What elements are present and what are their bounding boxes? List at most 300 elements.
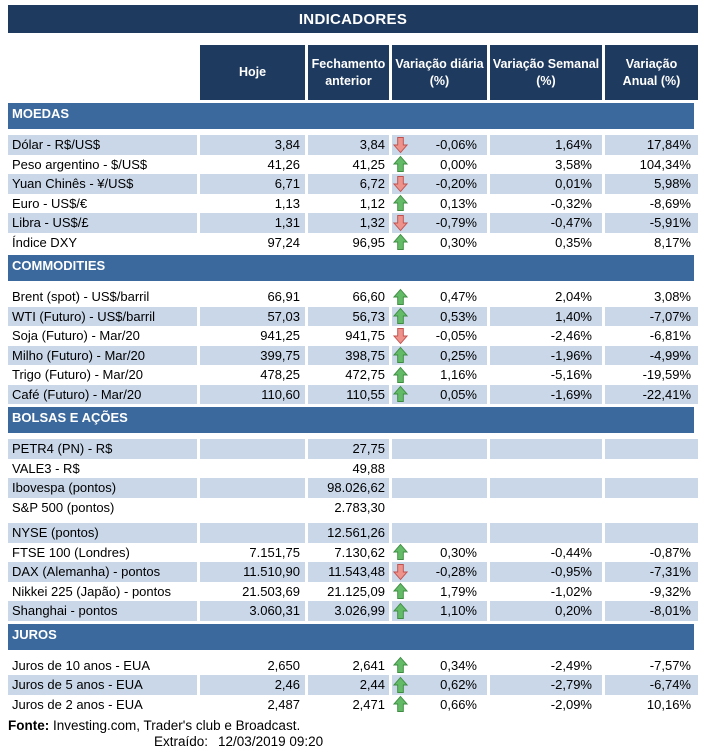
source-text: Investing.com, Trader's club e Broadcast.: [49, 718, 301, 733]
cell-variacao-anual: [605, 213, 698, 233]
cell-variacao-semanal-value: 0,35%: [555, 234, 592, 250]
cell-variacao-semanal: [490, 287, 602, 307]
row-label-value: Nikkei 225 (Japão) - pontos: [12, 583, 171, 599]
row-label-value: Libra - US$/£: [12, 215, 89, 231]
cell-variacao-diaria: [392, 135, 487, 155]
extracted-timestamp: 12/03/2019 09:20: [218, 734, 324, 749]
cell-variacao-semanal-value: -2,49%: [550, 657, 592, 673]
cell-hoje-value: 941,25: [260, 328, 300, 344]
cell-fechamento-anterior: [308, 307, 389, 327]
row-label-value: Índice DXY: [12, 234, 78, 250]
cell-fechamento-anterior: [308, 174, 389, 194]
cell-hoje-value: 66,91: [267, 289, 300, 305]
up-arrow-icon: [393, 194, 408, 214]
cell-variacao-anual-value: -5,91%: [649, 215, 691, 231]
row-label-value: Soja (Futuro) - Mar/20: [12, 328, 140, 344]
cell-variacao-semanal: [490, 174, 602, 194]
cell-variacao-semanal-value: -0,32%: [550, 195, 592, 211]
cell-variacao-diaria-value: -0,20%: [435, 176, 477, 192]
cell-fechamento-anterior-value: 1,32: [359, 215, 385, 231]
cell-hoje: [200, 326, 305, 346]
cell-variacao-anual-value: -4,99%: [649, 347, 691, 363]
cell-variacao-anual: [605, 385, 698, 405]
cell-hoje-value: 110,60: [261, 386, 300, 402]
cell-hoje: [200, 498, 305, 518]
cell-hoje-value: 11.510,90: [243, 564, 300, 580]
table-row: [8, 213, 698, 233]
row-label-value: S&P 500 (pontos): [12, 499, 115, 515]
cell-hoje-value: 41,26: [267, 156, 300, 172]
cell-fechamento-anterior: [308, 675, 389, 695]
cell-fechamento-anterior: [308, 194, 389, 214]
cell-hoje: [200, 365, 305, 385]
cell-variacao-diaria-value: -0,28%: [435, 564, 477, 580]
source-line: [8, 718, 698, 733]
source-label: Fonte:: [8, 718, 50, 733]
down-arrow-icon: [393, 135, 408, 155]
row-label: [8, 287, 197, 307]
cell-variacao-diaria: [392, 675, 487, 695]
cell-variacao-anual: [605, 365, 698, 385]
row-label: [8, 439, 197, 459]
up-arrow-icon: [393, 601, 408, 621]
cell-fechamento-anterior-value: 6,72: [359, 176, 385, 192]
table-row: [8, 307, 698, 327]
cell-fechamento-anterior: [308, 601, 389, 621]
cell-hoje: [200, 155, 305, 175]
page-title: [8, 5, 698, 33]
up-arrow-icon: [393, 582, 408, 602]
cell-fechamento-anterior: [308, 582, 389, 602]
cell-hoje: [200, 478, 305, 498]
cell-variacao-anual: [605, 478, 698, 498]
cell-hoje-value: 3.060,31: [249, 603, 300, 619]
section-header-juros: JUROS: [8, 624, 694, 650]
cell-variacao-diaria: [392, 155, 487, 175]
up-arrow-icon: [393, 233, 408, 253]
cell-hoje: [200, 135, 305, 155]
cell-fechamento-anterior-value: 49,88: [352, 460, 385, 476]
cell-variacao-diaria: [392, 194, 487, 214]
cell-fechamento-anterior: [308, 543, 389, 563]
cell-fechamento-anterior: [308, 213, 389, 233]
cell-variacao-anual-value: 3,08%: [654, 289, 691, 305]
up-arrow-icon: [393, 695, 408, 715]
cell-variacao-diaria: [392, 543, 487, 563]
cell-hoje-value: 3,84: [274, 137, 300, 153]
cell-fechamento-anterior-value: 472,75: [345, 367, 385, 383]
cell-variacao-semanal: [490, 326, 602, 346]
cell-variacao-diaria: [392, 439, 487, 459]
cell-variacao-semanal: [490, 385, 602, 405]
cell-fechamento-anterior-value: 12.561,26: [327, 525, 385, 541]
row-label: [8, 194, 197, 214]
column-header-row: [200, 45, 698, 100]
cell-variacao-semanal-value: -2,79%: [550, 677, 592, 693]
row-label: [8, 478, 197, 498]
cell-variacao-semanal-value: -0,47%: [550, 215, 592, 231]
cell-variacao-anual-value: -8,69%: [649, 195, 691, 211]
cell-variacao-anual: [605, 695, 698, 715]
cell-hoje: [200, 562, 305, 582]
cell-variacao-anual-value: -8,01%: [649, 603, 691, 619]
cell-variacao-diaria-value: 1,10%: [440, 603, 477, 619]
row-label: [8, 213, 197, 233]
table-row: [8, 543, 698, 563]
cell-variacao-diaria-value: -0,05%: [435, 328, 477, 344]
cell-hoje: [200, 582, 305, 602]
table-row: [8, 601, 698, 621]
cell-variacao-diaria: [392, 365, 487, 385]
cell-variacao-diaria: [392, 478, 487, 498]
row-label-value: Ibovespa (pontos): [12, 480, 117, 496]
cell-variacao-semanal: [490, 543, 602, 563]
section-rows: [8, 656, 698, 715]
cell-hoje: [200, 346, 305, 366]
cell-fechamento-anterior: [308, 695, 389, 715]
cell-fechamento-anterior: [308, 656, 389, 676]
row-label: [8, 307, 197, 327]
cell-hoje-value: 1,31: [274, 215, 300, 231]
cell-variacao-diaria: [392, 346, 487, 366]
table-row: [8, 656, 698, 676]
row-label-value: NYSE (pontos): [12, 525, 99, 541]
row-label: [8, 326, 197, 346]
cell-hoje: [200, 385, 305, 405]
row-label: [8, 233, 197, 253]
cell-variacao-diaria: [392, 233, 487, 253]
cell-variacao-diaria: [392, 562, 487, 582]
cell-variacao-anual: [605, 233, 698, 253]
cell-hoje: [200, 307, 305, 327]
cell-variacao-anual-value: -6,81%: [649, 328, 691, 344]
cell-variacao-diaria: [392, 523, 487, 543]
column-header-variacao-anual: Variação Anual (%): [605, 45, 698, 100]
cell-fechamento-anterior-value: 398,75: [345, 347, 385, 363]
cell-variacao-diaria-value: 1,79%: [440, 583, 477, 599]
cell-variacao-anual: [605, 523, 698, 543]
cell-variacao-anual-value: 17,84%: [646, 137, 691, 153]
cell-variacao-semanal: [490, 601, 602, 621]
cell-variacao-anual-value: -7,31%: [649, 564, 691, 580]
table-row: [8, 346, 698, 366]
cell-variacao-diaria: [392, 582, 487, 602]
cell-fechamento-anterior: [308, 459, 389, 479]
cell-variacao-anual-value: -19,59%: [642, 367, 691, 383]
cell-variacao-anual: [605, 459, 698, 479]
cell-variacao-anual-value: -22,41%: [642, 386, 691, 402]
cell-fechamento-anterior: [308, 326, 389, 346]
cell-hoje: [200, 287, 305, 307]
cell-variacao-anual: [605, 601, 698, 621]
table-body: [8, 103, 698, 714]
cell-hoje: [200, 174, 305, 194]
column-header-hoje: Hoje: [200, 45, 305, 100]
section-header-commodities: COMMODITIES: [8, 255, 694, 281]
cell-fechamento-anterior: [308, 287, 389, 307]
cell-fechamento-anterior-value: 3,84: [359, 137, 385, 153]
row-label-value: Juros de 5 anos - EUA: [12, 677, 143, 693]
up-arrow-icon: [393, 287, 408, 307]
table-row: [8, 365, 698, 385]
cell-variacao-semanal: [490, 695, 602, 715]
row-label: [8, 459, 197, 479]
cell-variacao-semanal: [490, 135, 602, 155]
row-label-value: Peso argentino - $/US$: [12, 156, 148, 172]
up-arrow-icon: [393, 543, 408, 563]
row-label-value: PETR4 (PN) - R$: [12, 441, 113, 457]
cell-variacao-semanal-value: -0,95%: [550, 564, 592, 580]
cell-fechamento-anterior-value: 96,95: [352, 234, 385, 250]
cell-variacao-semanal: [490, 498, 602, 518]
cell-variacao-semanal: [490, 439, 602, 459]
cell-variacao-diaria-value: 0,30%: [440, 234, 477, 250]
row-label: [8, 385, 197, 405]
cell-variacao-semanal-value: 0,01%: [555, 176, 592, 192]
cell-hoje: [200, 439, 305, 459]
table-row: [8, 523, 698, 543]
cell-variacao-diaria: [392, 287, 487, 307]
row-label: [8, 543, 197, 563]
down-arrow-icon: [393, 213, 408, 233]
cell-variacao-anual-value: 10,16%: [646, 696, 691, 712]
column-header-variacao-semanal: Variação Semanal (%): [490, 45, 602, 100]
table-row: [8, 439, 698, 459]
up-arrow-icon: [393, 155, 408, 175]
row-label: [8, 562, 197, 582]
cell-variacao-anual-value: -6,74%: [649, 677, 691, 693]
cell-variacao-anual: [605, 562, 698, 582]
cell-fechamento-anterior-value: 98.026,62: [327, 480, 385, 496]
row-label: [8, 695, 197, 715]
cell-fechamento-anterior-value: 110,55: [346, 386, 385, 402]
footer: [8, 718, 698, 749]
cell-variacao-diaria: [392, 459, 487, 479]
row-label: [8, 601, 197, 621]
cell-variacao-anual: [605, 656, 698, 676]
cell-fechamento-anterior-value: 21.125,09: [327, 583, 385, 599]
cell-hoje-value: 97,24: [267, 234, 300, 250]
cell-fechamento-anterior-value: 941,75: [345, 328, 385, 344]
cell-fechamento-anterior: [308, 135, 389, 155]
cell-fechamento-anterior: [308, 365, 389, 385]
cell-variacao-semanal: [490, 194, 602, 214]
table-row: [8, 194, 698, 214]
cell-variacao-semanal-value: 3,58%: [555, 156, 592, 172]
cell-variacao-semanal-value: -0,44%: [550, 544, 592, 560]
down-arrow-icon: [393, 174, 408, 194]
cell-variacao-semanal-value: -2,09%: [550, 696, 592, 712]
cell-fechamento-anterior: [308, 439, 389, 459]
table-row: [8, 287, 698, 307]
section-header-moedas: MOEDAS: [8, 103, 694, 129]
row-label-value: Milho (Futuro) - Mar/20: [12, 347, 145, 363]
cell-fechamento-anterior: [308, 346, 389, 366]
row-label: [8, 346, 197, 366]
down-arrow-icon: [393, 562, 408, 582]
cell-fechamento-anterior-value: 3.026,99: [334, 603, 385, 619]
up-arrow-icon: [393, 385, 408, 405]
cell-fechamento-anterior-value: 66,60: [352, 289, 385, 305]
row-label: [8, 135, 197, 155]
table-row: [8, 155, 698, 175]
cell-hoje-value: 57,03: [267, 308, 300, 324]
cell-hoje: [200, 543, 305, 563]
section-rows: [8, 135, 698, 252]
row-label: [8, 155, 197, 175]
table-row: [8, 478, 698, 498]
row-label-value: Juros de 2 anos - EUA: [12, 696, 143, 712]
cell-variacao-semanal: [490, 523, 602, 543]
cell-variacao-semanal: [490, 155, 602, 175]
cell-variacao-diaria-value: 0,66%: [440, 696, 477, 712]
cell-variacao-semanal-value: -2,46%: [550, 328, 592, 344]
cell-variacao-diaria-value: 0,34%: [440, 657, 477, 673]
cell-variacao-diaria: [392, 498, 487, 518]
row-label-value: Brent (spot) - US$/barril: [12, 289, 150, 305]
row-label-value: WTI (Futuro) - US$/barril: [12, 308, 156, 324]
cell-hoje-value: 6,71: [274, 176, 300, 192]
cell-variacao-anual: [605, 155, 698, 175]
cell-variacao-semanal-value: 2,04%: [555, 289, 592, 305]
title-text: INDICADORES: [298, 10, 408, 28]
cell-hoje-value: 2,46: [274, 677, 300, 693]
cell-variacao-semanal-value: -1,69%: [550, 386, 592, 402]
cell-fechamento-anterior: [308, 523, 389, 543]
cell-variacao-semanal: [490, 562, 602, 582]
cell-variacao-semanal: [490, 656, 602, 676]
cell-variacao-diaria-value: -0,06%: [435, 137, 477, 153]
column-header-variacao-diaria: Variação diária (%): [392, 45, 487, 100]
cell-variacao-diaria-value: 0,53%: [440, 308, 477, 324]
cell-variacao-diaria: [392, 307, 487, 327]
up-arrow-icon: [393, 675, 408, 695]
cell-variacao-anual-value: -7,57%: [649, 657, 691, 673]
cell-hoje-value: 478,25: [260, 367, 300, 383]
cell-variacao-diaria: [392, 213, 487, 233]
cell-variacao-anual: [605, 194, 698, 214]
row-label-value: VALE3 - R$: [12, 460, 80, 476]
cell-fechamento-anterior-value: 2,44: [359, 677, 385, 693]
table-row: [8, 135, 698, 155]
cell-hoje-value: 21.503,69: [242, 583, 300, 599]
cell-fechamento-anterior: [308, 478, 389, 498]
cell-fechamento-anterior-value: 11.543,48: [328, 564, 385, 580]
cell-variacao-semanal-value: 1,64%: [555, 137, 592, 153]
section-rows: [8, 287, 698, 404]
up-arrow-icon: [393, 365, 408, 385]
cell-hoje: [200, 675, 305, 695]
cell-fechamento-anterior: [308, 385, 389, 405]
cell-variacao-diaria-value: 0,13%: [440, 195, 477, 211]
cell-hoje: [200, 459, 305, 479]
cell-variacao-diaria-value: 0,47%: [440, 289, 477, 305]
row-label-value: Café (Futuro) - Mar/20: [12, 386, 142, 402]
cell-variacao-semanal: [490, 675, 602, 695]
cell-variacao-semanal-value: 1,40%: [555, 308, 592, 324]
cell-variacao-anual-value: 104,34%: [639, 156, 691, 172]
table-row: [8, 582, 698, 602]
row-label: [8, 675, 197, 695]
cell-hoje-value: 1,13: [274, 195, 300, 211]
cell-variacao-semanal: [490, 478, 602, 498]
row-label: [8, 174, 197, 194]
cell-hoje: [200, 213, 305, 233]
cell-fechamento-anterior-value: 2.783,30: [334, 499, 385, 515]
cell-variacao-anual-value: -0,87%: [649, 544, 691, 560]
row-label: [8, 656, 197, 676]
cell-variacao-anual: [605, 135, 698, 155]
cell-variacao-anual: [605, 543, 698, 563]
cell-fechamento-anterior: [308, 562, 389, 582]
cell-variacao-semanal: [490, 365, 602, 385]
cell-variacao-anual: [605, 346, 698, 366]
cell-hoje: [200, 695, 305, 715]
row-label-value: Euro - US$/€: [12, 195, 88, 211]
row-label: [8, 365, 197, 385]
cell-variacao-semanal-value: -1,96%: [550, 347, 592, 363]
cell-variacao-semanal: [490, 582, 602, 602]
cell-variacao-semanal: [490, 346, 602, 366]
extracted-label: Extraído:: [154, 734, 209, 749]
cell-variacao-diaria: [392, 601, 487, 621]
column-header-fechamento: Fechamento anterior: [308, 45, 389, 100]
cell-variacao-semanal-value: -5,16%: [550, 367, 592, 383]
cell-hoje-value: 2,487: [267, 696, 300, 712]
cell-variacao-semanal: [490, 459, 602, 479]
cell-variacao-diaria-value: 1,16%: [440, 367, 477, 383]
section-rows: [8, 439, 698, 621]
cell-variacao-semanal: [490, 307, 602, 327]
cell-variacao-diaria-value: 0,62%: [440, 677, 477, 693]
cell-variacao-diaria: [392, 326, 487, 346]
cell-variacao-diaria: [392, 174, 487, 194]
table-row: [8, 174, 698, 194]
down-arrow-icon: [393, 326, 408, 346]
cell-hoje-value: 7.151,75: [249, 544, 300, 560]
row-label: [8, 523, 197, 543]
cell-variacao-anual: [605, 675, 698, 695]
cell-variacao-semanal: [490, 233, 602, 253]
cell-variacao-anual-value: -7,07%: [649, 308, 691, 324]
up-arrow-icon: [393, 346, 408, 366]
row-label: [8, 498, 197, 518]
cell-hoje-value: 399,75: [260, 347, 300, 363]
cell-variacao-anual: [605, 326, 698, 346]
row-label-value: DAX (Alemanha) - pontos: [12, 564, 161, 580]
cell-variacao-diaria: [392, 656, 487, 676]
cell-fechamento-anterior-value: 1,12: [359, 195, 385, 211]
table-row: [8, 675, 698, 695]
cell-hoje: [200, 523, 305, 543]
up-arrow-icon: [393, 307, 408, 327]
row-label-value: Dólar - R$/US$: [12, 137, 101, 153]
table-row: [8, 498, 698, 518]
cell-hoje: [200, 601, 305, 621]
cell-hoje: [200, 233, 305, 253]
table-row: [8, 233, 698, 253]
cell-fechamento-anterior-value: 7.130,62: [334, 544, 385, 560]
cell-fechamento-anterior-value: 2,471: [352, 696, 385, 712]
cell-fechamento-anterior: [308, 155, 389, 175]
table-row: [8, 695, 698, 715]
cell-fechamento-anterior: [308, 498, 389, 518]
cell-variacao-diaria-value: 0,30%: [440, 544, 477, 560]
cell-fechamento-anterior: [308, 233, 389, 253]
cell-variacao-anual-value: 5,98%: [654, 176, 691, 192]
cell-variacao-diaria-value: 0,00%: [440, 156, 477, 172]
cell-fechamento-anterior-value: 56,73: [352, 308, 385, 324]
